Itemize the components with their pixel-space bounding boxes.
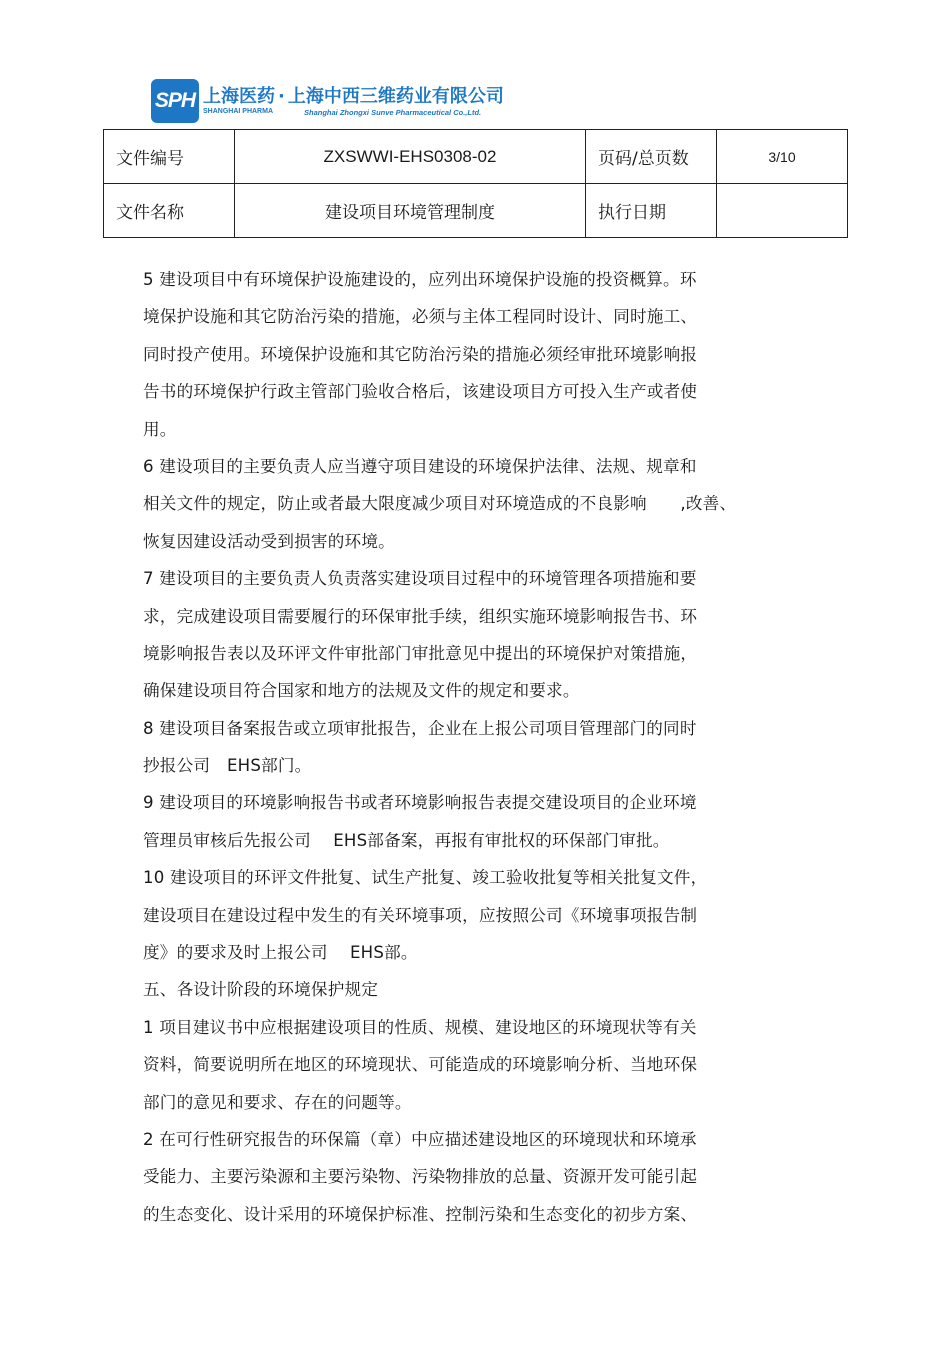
company-separator: · <box>278 85 285 107</box>
body-line: 恢复因建设活动受到损害的环境。 <box>143 531 395 551</box>
body-line: 10 建设项目的环评文件批复、试生产批复、竣工验收批复等相关批复文件， <box>143 868 708 888</box>
body-line: 告书的环境保护行政主管部门验收合格后，该建设项目方可投入生产或者使 <box>143 382 698 402</box>
section-heading: 五、各设计阶段的环境保护规定 <box>143 980 379 1000</box>
page-count-label: 页码/总页数 <box>586 130 717 184</box>
doc-name-label: 文件名称 <box>104 184 235 238</box>
body-line: 用。 <box>143 419 177 439</box>
body-line: 8 建设项目备案报告或立项审批报告，企业在上报公司项目管理部门的同时 <box>143 718 697 738</box>
company-cn-2: 上海中西三维药业有限公司 <box>287 85 504 107</box>
body-line: 2 在可行性研究报告的环保篇（章）中应描述建设地区的环境现状和环境承 <box>143 1129 697 1149</box>
doc-number-label: 文件编号 <box>104 130 235 184</box>
sph-logo-mark: SPH <box>151 79 199 123</box>
body-line: 求，完成建设项目需要履行的环保审批手续，组织实施环境影响报告书、环 <box>143 606 698 626</box>
document-body <box>143 261 783 1233</box>
table-row <box>104 184 848 238</box>
company-cn-1: 上海医药 <box>203 85 275 107</box>
body-line: 部门的意见和要求、存在的问题等。 <box>143 1092 412 1112</box>
body-line: 9 建设项目的环境影响报告书或者环境影响报告表提交建设项目的企业环境 <box>143 793 697 813</box>
company-name-block <box>203 86 504 117</box>
body-line: 同时投产使用。环境保护设施和其它防治污染的措施必须经审批环境影响报 <box>143 344 698 364</box>
body-line: 5 建设项目中有环境保护设施建设的，应列出环境保护设施的投资概算。环 <box>143 270 697 289</box>
body-line: 的生态变化、设计采用的环境保护标准、控制污染和生态变化的初步方案、 <box>143 1204 698 1224</box>
company-name-en <box>203 108 504 117</box>
body-line: 相关文件的规定，防止或者最大限度减少项目对环境造成的不良影响 ,改善、 <box>143 494 737 514</box>
company-en-1: SHANGHAI PHARMA <box>203 107 273 115</box>
document-info-table <box>103 129 848 238</box>
body-line: 受能力、主要污染源和主要污染物、污染物排放的总量、资源开发可能引起 <box>143 1167 698 1187</box>
exec-date-value <box>717 184 848 238</box>
doc-number-value: ZXSWWI-EHS0308-02 <box>235 130 586 184</box>
doc-name-value: 建设项目环境管理制度 <box>235 184 586 238</box>
table-row <box>104 130 848 184</box>
body-line: 确保建设项目符合国家和地方的法规及文件的规定和要求。 <box>143 681 580 701</box>
body-line: 抄报公司 EHS部门。 <box>143 756 312 776</box>
body-line: 境保护设施和其它防治污染的措施，必须与主体工程同时设计、同时施工、 <box>143 307 698 327</box>
body-line: 1 项目建议书中应根据建设项目的性质、规模、建设地区的环境现状等有关 <box>143 1017 697 1037</box>
page-count-value: 3/10 <box>717 130 848 184</box>
body-line: 境影响报告表以及环评文件审批部门审批意见中提出的环境保护对策措施， <box>143 643 698 663</box>
company-logo <box>151 77 504 125</box>
body-line: 7 建设项目的主要负责人负责落实建设项目过程中的环境管理各项措施和要 <box>143 569 697 589</box>
body-line: 资料，简要说明所在地区的环境现状、可能造成的环境影响分析、当地环保 <box>143 1055 698 1075</box>
body-line: 度》的要求及时上报公司 EHS部。 <box>143 943 418 963</box>
exec-date-label: 执行日期 <box>586 184 717 238</box>
body-line: 6 建设项目的主要负责人应当遵守项目建设的环境保护法律、法规、规章和 <box>143 456 697 476</box>
body-line: 管理员审核后先报公司 EHS部备案，再报有审批权的环保部门审批。 <box>143 830 670 850</box>
body-line: 建设项目在建设过程中发生的有关环境事项，应按照公司《环境事项报告制 <box>143 905 698 925</box>
company-name-cn <box>203 86 504 108</box>
company-en-2: Shanghai Zhongxi Sunve Pharmaceutical Co.,Ltd. <box>304 107 482 117</box>
